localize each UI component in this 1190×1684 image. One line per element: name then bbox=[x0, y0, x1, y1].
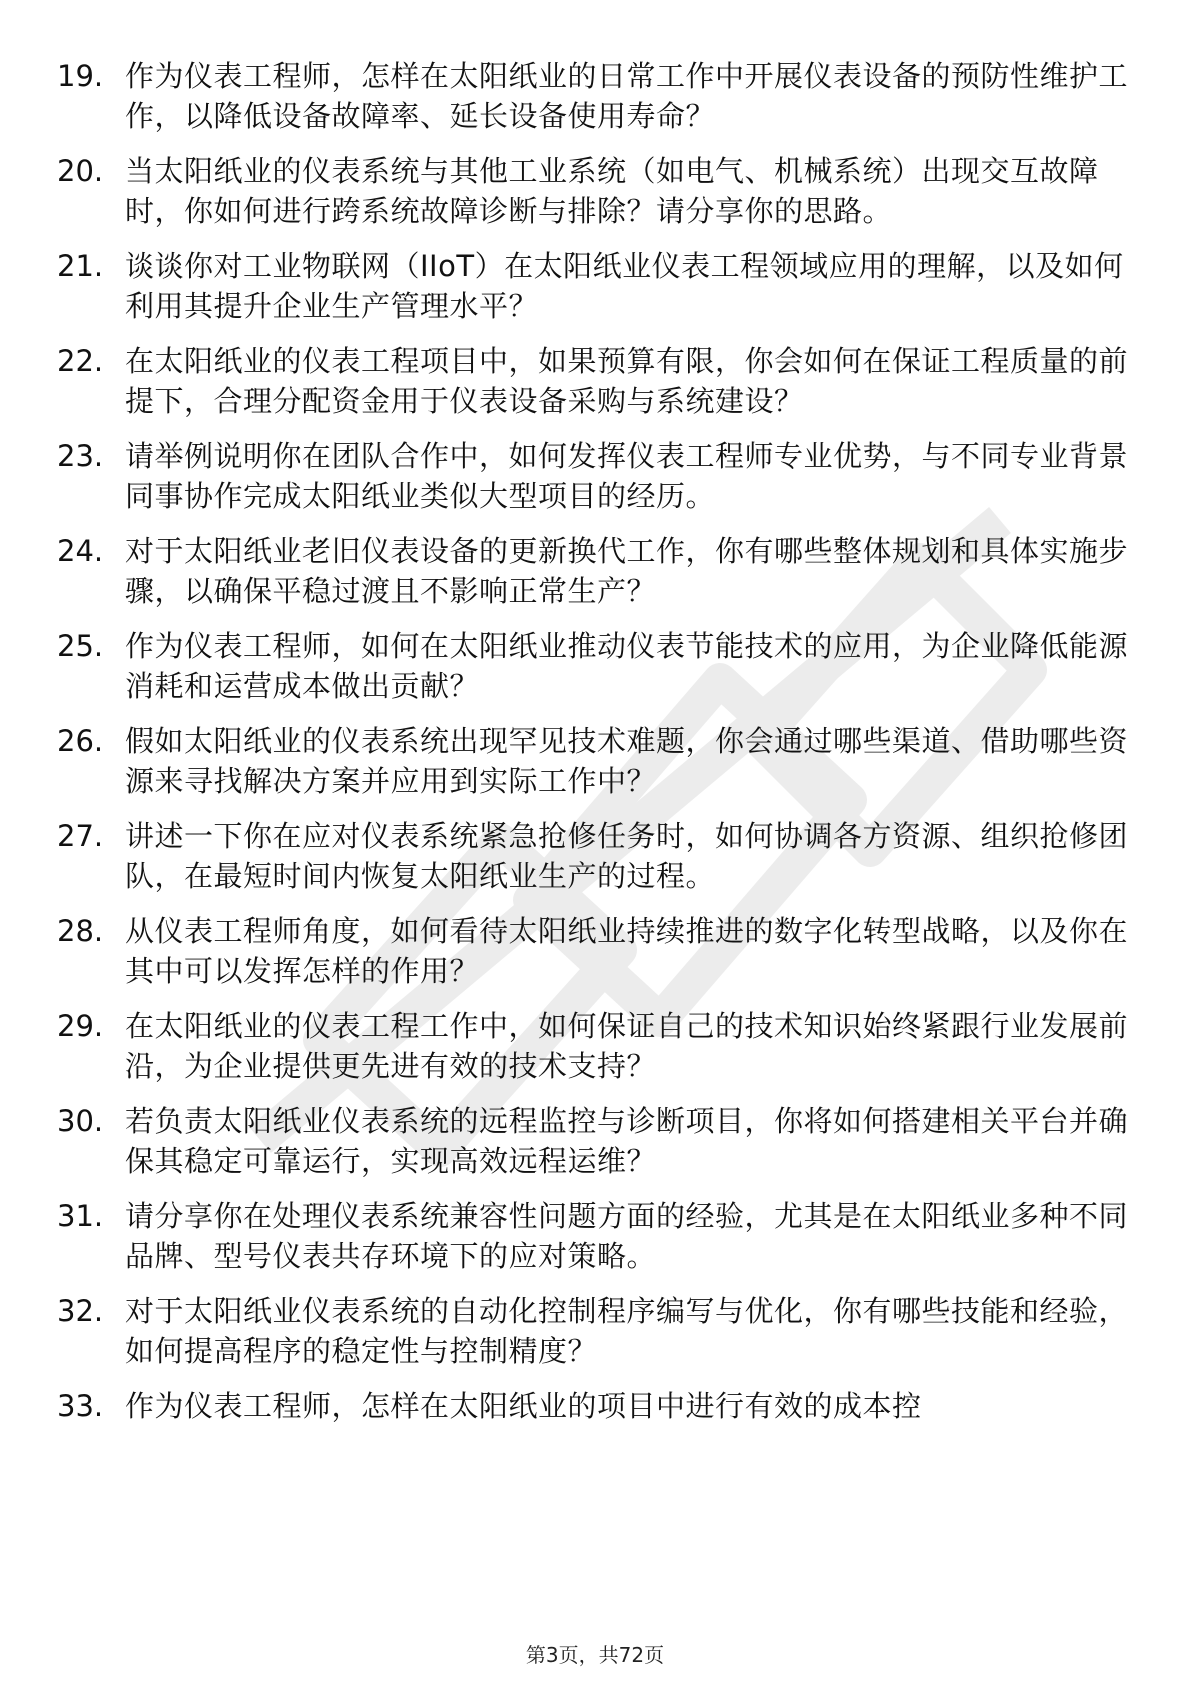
question-number: 31. bbox=[57, 1199, 104, 1233]
page-number-label: 第3页，共72页 bbox=[525, 1643, 665, 1667]
question-text: 讲述一下你在应对仪表系统紧急抢修任务时，如何协调各方资源、组织抢修团队，在最短时间内恢复太阳纸业生产的过程。 bbox=[125, 819, 1129, 893]
list-item bbox=[57, 1386, 1137, 1426]
list-item bbox=[57, 151, 1137, 231]
question-list bbox=[57, 56, 1137, 1441]
list-item bbox=[57, 1101, 1137, 1181]
question-text: 在太阳纸业的仪表工程工作中，如何保证自己的技术知识始终紧跟行业发展前沿，为企业提供更先进有效的技术支持？ bbox=[125, 1009, 1129, 1083]
question-text: 谈谈你对工业物联网（IIoT）在太阳纸业仪表工程领域应用的理解，以及如何利用其提升企业生产管理水平？ bbox=[125, 249, 1124, 323]
question-text: 作为仪表工程师，怎样在太阳纸业的日常工作中开展仪表设备的预防性维护工作，以降低设备故障率、延长设备使用寿命？ bbox=[125, 59, 1129, 133]
question-text: 对于太阳纸业老旧仪表设备的更新换代工作，你有哪些整体规划和具体实施步骤，以确保平稳过渡且不影响正常生产？ bbox=[125, 534, 1129, 608]
question-number: 19. bbox=[57, 59, 104, 93]
question-number: 20. bbox=[57, 154, 104, 188]
question-text: 假如太阳纸业的仪表系统出现罕见技术难题，你会通过哪些渠道、借助哪些资源来寻找解决方案并应用到实际工作中？ bbox=[125, 724, 1129, 798]
list-item bbox=[57, 341, 1137, 421]
question-number: 21. bbox=[57, 249, 104, 283]
question-text: 请举例说明你在团队合作中，如何发挥仪表工程师专业优势，与不同专业背景同事协作完成太阳纸业类似大型项目的经历。 bbox=[125, 439, 1129, 513]
question-number: 22. bbox=[57, 344, 104, 378]
list-item bbox=[57, 911, 1137, 991]
list-item bbox=[57, 436, 1137, 516]
question-number: 25. bbox=[57, 629, 104, 663]
question-text: 在太阳纸业的仪表工程项目中，如果预算有限，你会如何在保证工程质量的前提下，合理分配资金用于仪表设备采购与系统建设？ bbox=[125, 344, 1129, 418]
question-number: 24. bbox=[57, 534, 104, 568]
question-number: 33. bbox=[57, 1389, 104, 1423]
question-text: 当太阳纸业的仪表系统与其他工业系统（如电气、机械系统）出现交互故障时，你如何进行跨系统故障诊断与排除？请分享你的思路。 bbox=[125, 154, 1099, 228]
list-item bbox=[57, 626, 1137, 706]
question-text: 请分享你在处理仪表系统兼容性问题方面的经验，尤其是在太阳纸业多种不同品牌、型号仪表共存环境下的应对策略。 bbox=[125, 1199, 1129, 1273]
question-text: 对于太阳纸业仪表系统的自动化控制程序编写与优化，你有哪些技能和经验，如何提高程序的稳定性与控制精度？ bbox=[125, 1294, 1129, 1368]
list-item bbox=[57, 1196, 1137, 1276]
list-item bbox=[57, 816, 1137, 896]
question-number: 29. bbox=[57, 1009, 104, 1043]
question-number: 26. bbox=[57, 724, 104, 758]
question-number: 27. bbox=[57, 819, 104, 853]
question-text: 作为仪表工程师，如何在太阳纸业推动仪表节能技术的应用，为企业降低能源消耗和运营成本做出贡献？ bbox=[125, 629, 1129, 703]
question-text: 从仪表工程师角度，如何看待太阳纸业持续推进的数字化转型战略，以及你在其中可以发挥怎样的作用？ bbox=[125, 914, 1129, 988]
page-footer bbox=[0, 1643, 1190, 1667]
list-item bbox=[57, 1291, 1137, 1371]
list-item bbox=[57, 56, 1137, 136]
question-text: 若负责太阳纸业仪表系统的远程监控与诊断项目，你将如何搭建相关平台并确保其稳定可靠运行，实现高效远程运维？ bbox=[125, 1104, 1129, 1178]
question-number: 23. bbox=[57, 439, 104, 473]
question-text: 作为仪表工程师，怎样在太阳纸业的项目中进行有效的成本控 bbox=[125, 1389, 922, 1423]
question-number: 28. bbox=[57, 914, 104, 948]
list-item bbox=[57, 721, 1137, 801]
list-item bbox=[57, 531, 1137, 611]
list-item bbox=[57, 1006, 1137, 1086]
question-number: 30. bbox=[57, 1104, 104, 1138]
list-item bbox=[57, 246, 1137, 326]
question-number: 32. bbox=[57, 1294, 104, 1328]
